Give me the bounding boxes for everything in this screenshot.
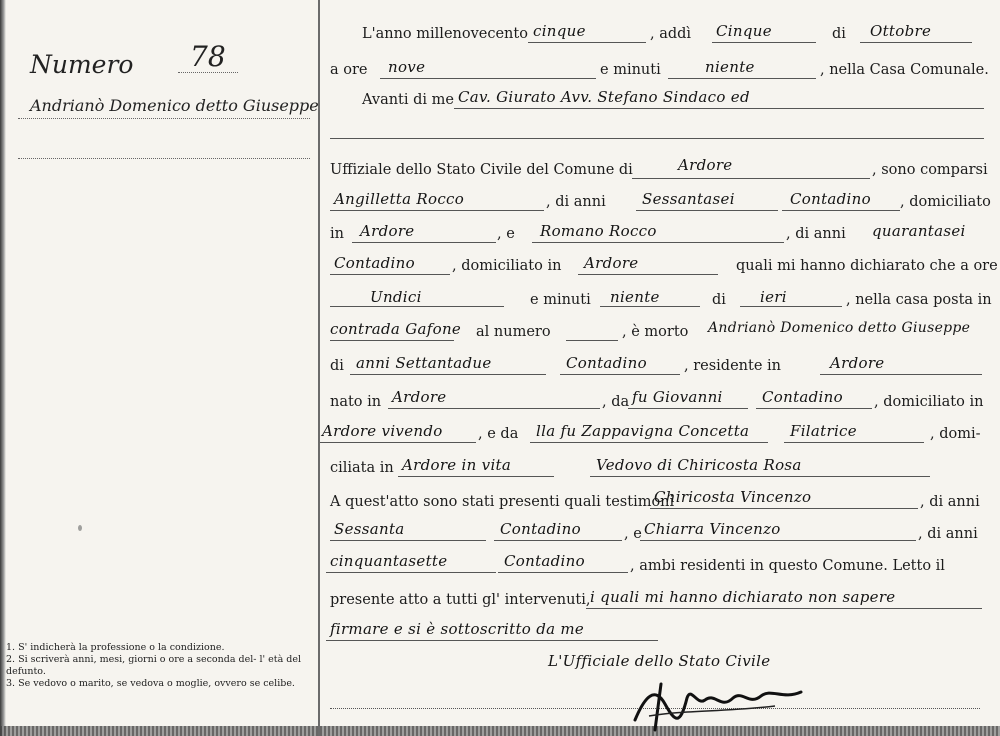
- blank-line: [380, 78, 596, 79]
- blank-line: [330, 210, 544, 211]
- printed-domiciliato: , domiciliato: [900, 194, 991, 210]
- hw-job1: Contadino: [790, 190, 871, 208]
- printed-di-anni-3: , di anni: [920, 494, 980, 510]
- printed-ambi-residenti: , ambi residenti in questo Comune. Letto il: [630, 558, 945, 574]
- hw-dom1: Ardore: [360, 222, 415, 240]
- footnote-3: 3. Se vedovo o marito, se vedova o moglie, ovvero se celibe.: [6, 678, 295, 689]
- hw-job2: Contadino: [334, 254, 415, 272]
- printed-avanti: Avanti di me: [362, 92, 454, 108]
- stub-title: Numero: [30, 50, 134, 79]
- hw-declarant1: Angilletta Rocco: [334, 190, 465, 208]
- printed-di-3: di: [712, 292, 726, 308]
- stub-blank-line: [18, 158, 310, 159]
- stub-name-line: [18, 118, 310, 119]
- blank-line: [628, 408, 748, 409]
- blank-line: [712, 42, 816, 43]
- hw-closing1: i quali mi hanno dichiarato non sapere: [590, 588, 896, 606]
- blank-line: [820, 374, 982, 375]
- hw-death-min: niente: [610, 288, 660, 306]
- printed-casa-posta: , nella casa posta in: [846, 292, 992, 308]
- printed-domiciliato-in: , domiciliato in: [452, 258, 562, 274]
- printed-e-da: , e da: [478, 426, 519, 442]
- blank-line: [320, 442, 476, 443]
- hw-comune: Ardore: [678, 156, 733, 174]
- printed-presente-atto: presente atto a tutti gl' intervenuti,: [330, 592, 591, 608]
- blank-line: [586, 608, 982, 609]
- blank-line: [498, 572, 628, 573]
- blank-line: [566, 340, 618, 341]
- hw-street: contrada Gafone: [330, 320, 462, 338]
- hw-w2-age: cinquantasette: [330, 552, 448, 570]
- printed-da: , da: [602, 394, 630, 410]
- hw-mother-job: Filatrice: [790, 422, 857, 440]
- stub-number: 78: [190, 40, 226, 73]
- printed-domiciliato-in-2: , domiciliato in: [874, 394, 984, 410]
- hw-mother: lla fu Zappavigna Concetta: [536, 422, 750, 440]
- hw-w2-job: Contadino: [504, 552, 585, 570]
- printed-di-anni-4: , di anni: [918, 526, 978, 542]
- printed-di-4: di: [330, 358, 344, 374]
- printed-di: di: [832, 26, 846, 42]
- blank-line: [636, 210, 778, 211]
- hw-dom2: Ardore: [584, 254, 639, 272]
- hw-mayor: Cav. Giurato Avv. Stefano Sindaco ed: [458, 88, 750, 106]
- blank-line: [330, 274, 450, 275]
- blank-line: [454, 108, 984, 109]
- hw-dec-job: Contadino: [566, 354, 647, 372]
- blank-line: [330, 138, 984, 139]
- blank-line: [326, 640, 658, 641]
- scan-edge-bottom: [0, 726, 1000, 736]
- printed-casa-comunale: , nella Casa Comunale.: [820, 62, 989, 78]
- hw-dec-age: anni Settantadue: [356, 354, 492, 372]
- blank-line: [860, 42, 972, 43]
- printed-e-morto: , è morto: [622, 324, 689, 340]
- blank-line: [632, 178, 870, 179]
- hw-father: fu Giovanni: [632, 388, 723, 406]
- stub-name: Andrianò Domenico detto Giuseppe: [30, 96, 319, 115]
- hw-day: Cinque: [716, 22, 772, 40]
- printed-year-label: L'anno millenovecento: [362, 26, 528, 42]
- blank-line: [530, 442, 768, 443]
- scan-edge-left: [0, 0, 6, 736]
- printed-in: in: [330, 226, 344, 242]
- blank-line: [532, 242, 784, 243]
- blank-line: [388, 408, 600, 409]
- printed-uffiziale: Uffiziale dello Stato Civile del Comune di: [330, 162, 633, 178]
- blank-line: [578, 274, 718, 275]
- blank-line: [330, 306, 504, 307]
- blank-line: [740, 306, 842, 307]
- printed-a-ore: a ore: [330, 62, 368, 78]
- printed-e-minuti-2: e minuti: [530, 292, 591, 308]
- blank-line: [560, 374, 680, 375]
- hw-official: L'Ufficiale dello Stato Civile: [548, 652, 771, 670]
- printed-e-2: , e: [624, 526, 642, 542]
- hw-death-day: ieri: [760, 288, 787, 306]
- blank-line: [352, 242, 496, 243]
- stub-number-line: [178, 72, 238, 73]
- official-signature: [625, 676, 815, 732]
- blank-line: [650, 508, 918, 509]
- footnote-2: 2. Si scriverà anni, mesi, giorni o ore a seconda del- l' età del defunto.: [6, 654, 302, 677]
- hw-witness1: Chiricosta Vincenzo: [654, 488, 812, 506]
- printed-e: , e: [497, 226, 515, 242]
- hw-age1: Sessantasei: [642, 190, 735, 208]
- blank-line: [398, 476, 554, 477]
- ink-speck: [78, 525, 82, 531]
- blank-line: [782, 210, 900, 211]
- hw-death-hour: Undici: [370, 288, 422, 306]
- blank-line: [330, 540, 486, 541]
- printed-quali-dichiarato: quali mi hanno dichiarato che a ore: [736, 258, 998, 274]
- hw-father-job: Contadino: [762, 388, 843, 406]
- hw-witness2: Chiarra Vincenzo: [644, 520, 781, 538]
- blank-line: [640, 540, 916, 541]
- hw-residence: Ardore: [830, 354, 885, 372]
- printed-addi: , addì: [650, 26, 692, 42]
- printed-residente: , residente in: [684, 358, 782, 374]
- printed-di-anni: , di anni: [546, 194, 606, 210]
- footnote-1: 1. S' indicherà la professione o la condizione.: [6, 642, 225, 653]
- hw-minutes: niente: [705, 58, 755, 76]
- printed-comparsi: , sono comparsi: [872, 162, 988, 178]
- blank-line: [590, 476, 930, 477]
- hw-widow: Vedovo di Chiricosta Rosa: [596, 456, 802, 474]
- printed-domi: , domi-: [930, 426, 981, 442]
- printed-nato-in: nato in: [330, 394, 382, 410]
- hw-birthplace: Ardore: [392, 388, 447, 406]
- blank-line: [756, 408, 872, 409]
- printed-al-numero: al numero: [476, 324, 551, 340]
- hw-closing2: firmare e si è sottoscritto da me: [330, 620, 585, 638]
- blank-line: [330, 340, 454, 341]
- hw-father-dom: Ardore vivendo: [322, 422, 443, 440]
- hw-hour: nove: [388, 58, 426, 76]
- hw-declarant2: Romano Rocco: [540, 222, 657, 240]
- blank-line: [784, 442, 924, 443]
- blank-line: [600, 306, 700, 307]
- blank-line: [494, 540, 622, 541]
- printed-di-anni-2: , di anni: [786, 226, 846, 242]
- blank-line: [528, 42, 646, 43]
- footnotes: [6, 642, 311, 690]
- hw-w1-job: Contadino: [500, 520, 581, 538]
- printed-minuti: e minuti: [600, 62, 661, 78]
- blank-line: [350, 374, 546, 375]
- hw-month: Ottobre: [870, 22, 932, 40]
- hw-deceased: Andrianò Domenico detto Giuseppe: [708, 320, 971, 336]
- hw-age2: quarantasei: [872, 222, 966, 240]
- printed-ciliata-in: ciliata in: [330, 460, 394, 476]
- hw-w1-age: Sessanta: [334, 520, 405, 538]
- blank-line: [668, 78, 816, 79]
- blank-line: [326, 572, 496, 573]
- hw-year: cinque: [533, 22, 586, 40]
- printed-testimoni: A quest'atto sono stati presenti quali testimoni: [330, 494, 675, 510]
- hw-mother-dom: Ardore in vita: [402, 456, 512, 474]
